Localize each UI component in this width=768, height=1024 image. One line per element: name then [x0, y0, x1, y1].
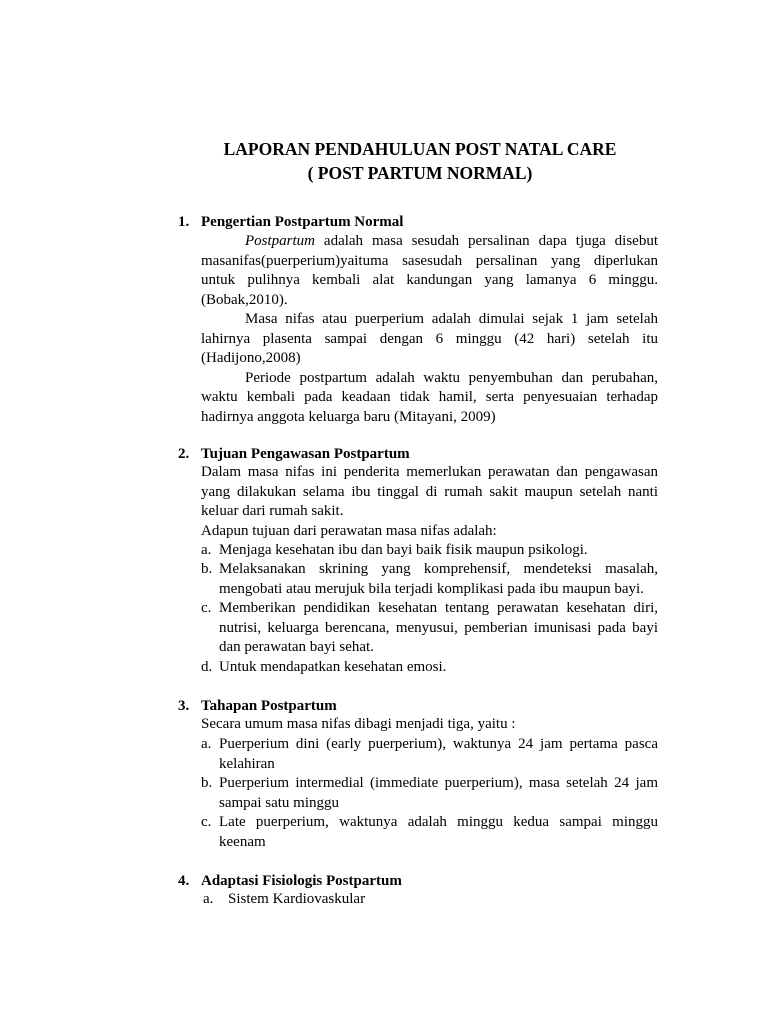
list-line: mengobati atau merujuk bila terjadi komplikasi pada ibu maupun bayi.	[219, 580, 644, 597]
list-item-text	[228, 890, 660, 910]
list-item-text	[219, 813, 658, 852]
list-item-text	[219, 774, 658, 813]
text-run: adalah masa sesudah persalinan dapa tjuga disebut	[315, 233, 658, 249]
list-item-text	[219, 735, 658, 774]
list-item	[201, 658, 658, 678]
paragraph-line: Dalam masa nifas ini penderita memerlukan perawatan dan pengawasan	[201, 464, 658, 480]
section-number: 3.	[178, 698, 190, 714]
list-item-text	[219, 599, 658, 658]
list-item	[201, 560, 658, 599]
paragraph-line: Secara umum masa nifas dibagi menjadi tiga, yaitu :	[201, 716, 516, 732]
list-item	[201, 774, 658, 813]
paragraph-line	[201, 232, 658, 252]
list-marker: a.	[203, 891, 214, 907]
paragraph-line: Masa nifas atau puerperium adalah dimulai sejak 1 jam setelah	[245, 311, 658, 327]
section-title: Adaptasi Fisiologis Postpartum	[201, 873, 402, 889]
section-title: Pengertian Postpartum Normal	[201, 214, 404, 230]
list-item-text	[219, 560, 658, 599]
list-marker: b.	[201, 561, 213, 577]
list-line: nutrisi, keluarga berencana, menyusui, pemberian imunisasi pada bayi	[219, 619, 658, 636]
paragraph-line: keluar dari rumah sakit.	[201, 503, 344, 519]
section-number: 1.	[178, 214, 190, 230]
list-item-text	[219, 658, 658, 678]
list-item	[201, 541, 658, 561]
paragraph-line: masanifas(puerperium)yaituma sasesudah persalinan yang diperlukan	[201, 252, 658, 269]
section-number: 4.	[178, 873, 190, 889]
section-4-heading	[178, 871, 402, 891]
section-1-body	[201, 232, 658, 427]
section-title: Tahapan Postpartum	[201, 698, 337, 714]
paragraph-line: untuk pulihnya kembali alat kandungan yang lamanya 6 minggu.	[201, 272, 658, 288]
list-marker: c.	[201, 600, 212, 616]
list-line: Memberikan pendidikan kesehatan tentang perawatan kesehatan diri,	[219, 600, 658, 616]
list-marker: b.	[201, 775, 213, 791]
list-line: Puerperium intermedial (immediate puerperium), masa setelah 24 jam	[219, 775, 658, 791]
list-line: Late puerperium, waktunya adalah minggu kedua sampai minggu	[219, 814, 658, 830]
list-marker: d.	[201, 659, 213, 675]
list-line: keenam	[219, 833, 266, 850]
section-3-heading	[178, 696, 337, 716]
paragraph-line: (Bobak,2010).	[201, 291, 288, 308]
list-line: Puerperium dini (early puerperium), waktunya 24 jam pertama pasca	[219, 736, 658, 752]
list-line: kelahiran	[219, 755, 275, 772]
list-item	[201, 735, 658, 774]
paragraph-line: hadirnya anggota keluarga baru (Mitayani, 2009)	[201, 408, 496, 425]
paragraph-line: lahirnya plasenta sampai dengan 6 minggu (42 hari) setelah itu	[201, 330, 658, 347]
list-item	[201, 813, 658, 852]
paragraph-line: waktu kembali pada keadaan tidak hamil, serta penyesuaian terhadap	[201, 389, 658, 405]
list-line: Melaksanakan skrining yang komprehensif, mendeteksi masalah,	[219, 561, 658, 577]
paragraph-line: yang dilakukan selama ibu tinggal di rumah sakit maupun setelah nanti	[201, 483, 658, 500]
list-item	[201, 599, 658, 658]
list-item-text	[219, 541, 658, 561]
list-line: dan perawatan bayi sehat.	[219, 639, 374, 655]
list-marker: a.	[201, 736, 212, 752]
document-title-line-2: ( POST PARTUM NORMAL)	[307, 163, 533, 183]
section-3-body	[201, 715, 658, 735]
list-line: Sistem Kardiovaskular	[228, 891, 366, 907]
section-1-heading	[178, 212, 403, 232]
list-line: Menjaga kesehatan ibu dan bayi baik fisik maupun psikologi.	[219, 542, 588, 558]
document-title-line-1: LAPORAN PENDAHULUAN POST NATAL CARE	[223, 139, 617, 159]
paragraph-line: Periode postpartum adalah waktu penyembuhan dan perubahan,	[245, 369, 658, 386]
italic-term: Postpartum	[245, 233, 316, 249]
paragraph-line: Adapun tujuan dari perawatan masa nifas adalah:	[201, 522, 497, 539]
list-item	[203, 890, 660, 910]
list-line: Untuk mendapatkan kesehatan emosi.	[219, 659, 447, 675]
paragraph-line: (Hadijono,2008)	[201, 350, 301, 366]
list-marker: c.	[201, 814, 212, 830]
section-title: Tujuan Pengawasan Postpartum	[201, 446, 410, 462]
section-2-heading	[178, 444, 410, 464]
section-number: 2.	[178, 446, 190, 462]
section-2-body	[201, 463, 658, 541]
list-line: sampai satu minggu	[219, 794, 339, 811]
list-marker: a.	[201, 542, 212, 558]
